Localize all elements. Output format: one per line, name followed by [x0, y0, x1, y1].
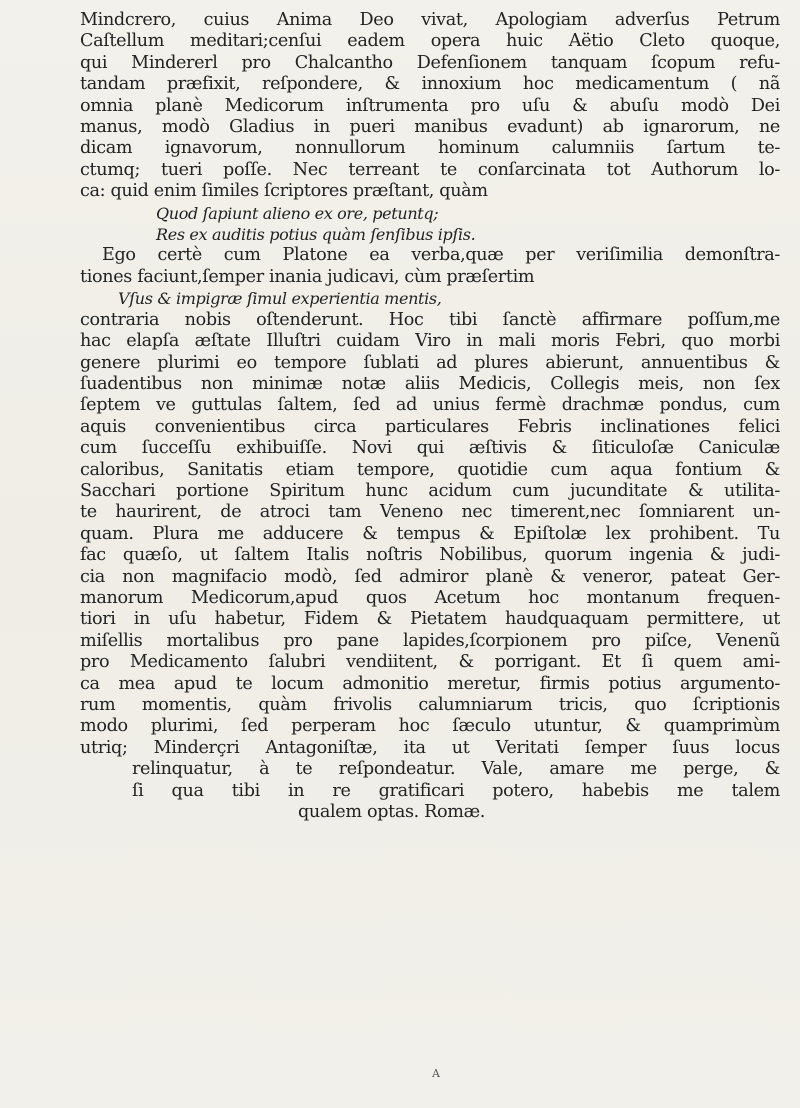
text-line: manorum Medicorum,apud quos Acetum hoc montanum frequen- [80, 587, 780, 608]
text-line: cia non magnifacio modò, ſed admiror planè & veneror, pateat Ger- [80, 566, 780, 587]
text-line: te haurirent, de atroci tam Veneno nec timerent,nec ſomniarent un- [80, 502, 780, 523]
text-line: genere plurimi eo tempore ſublati ad plures abierunt, annuentibus & [80, 352, 780, 373]
text-line: modo plurimi, ſed perperam hoc ſæculo utuntur, & quamprimùm [80, 716, 780, 737]
text-line: ſuadentibus non minimæ notæ aliis Medicis, Collegis meis, non ſex [80, 373, 780, 394]
text-line: pro Medicamento ſalubri vendiitent, & porrigant. Et ſi quem ami- [80, 652, 780, 673]
text-line: Caſtellum meditari;cenſui eadem opera huic Aëtio Cleto quoque, [80, 31, 780, 52]
text-line: tandam præfixit, reſpondere, & innoxium hoc medicamentum ( nã [80, 74, 780, 95]
text-line: aquis convenientibus circa particulares Febris inclinationes felici [80, 416, 780, 437]
text-line: manus, modò Gladius in pueri manibus evadunt) ab ignarorum, ne [80, 117, 780, 138]
text-line: tiori in uſu habetur, Fidem & Pietatem haudquaquam permittere, ut [80, 609, 780, 630]
text-line: ca: quid enim ſimiles ſcriptores præſtant, quàm [80, 181, 488, 202]
verse-line: Res ex auditis potius quàm ſenſibus ipſis. [156, 225, 476, 245]
text-line: hac elapſa æſtate Illuſtri cuidam Viro in mali moris Febri, quo morbi [80, 331, 780, 352]
closing-line: qualem optas. Romæ. [298, 802, 486, 823]
text-line: cum ſucceſſu exhibuiſſe. Novi qui æſtivis & ſiticuloſæ Caniculæ [80, 438, 780, 459]
text-line: miſellis mortalibus pro pane lapides,ſcorpionem pro piſce, Venenũ [80, 630, 780, 651]
text-line: qui Mindererl pro Chalcantho Defenſionem tanquam ſcopum refu- [80, 52, 780, 73]
text-line: Ego certè cum Platone ea verba,quæ per veriſimilia demonſtra- [102, 245, 780, 266]
letter-body [80, 10, 780, 823]
text-line: ctumq; tueri poſſe. Nec terreant te conſarcinata tot Authorum lo- [80, 159, 780, 180]
verse-line: Vſus & impigræ ſimul experientia mentis, [118, 289, 442, 309]
text-line: utriq; Minderçri Antagoniſtæ, ita ut Veritati ſemper ſuus locus [80, 737, 780, 758]
text-line: rum momentis, quàm frivolis calumniarum tricis, quo ſcriptionis [80, 695, 780, 715]
text-line: omnia planè Medicorum inſtrumenta pro uſu & abuſu modò Dei [80, 95, 780, 116]
text-line: dicam ignavorum, nonnullorum hominum calumniis ſartum te- [80, 138, 780, 159]
text-line: fac quæſo, ut ſaltem Italis noſtris Nobilibus, quorum ingenia & judi- [80, 545, 780, 566]
text-line: relinquatur, à te reſpondeatur. Vale, amare me perge, & [132, 759, 780, 780]
text-line: ca mea apud te locum admonitio meretur, firmis potius argumento- [80, 673, 780, 694]
text-line: quam. Plura me adducere & tempus & Epiſtolæ lex prohibent. Tu [80, 523, 780, 544]
signature-mark: A [432, 1067, 440, 1080]
text-line: Sacchari portione Spiritum hunc acidum cum jucunditate & utilita- [80, 480, 780, 501]
text-line: ſi qua tibi in re gratificari potero, habebis me talem [132, 780, 780, 801]
text-line: caloribus, Sanitatis etiam tempore, quotidie cum aqua fontium & [80, 459, 780, 480]
text-line: ſeptem ve guttulas ſaltem, ſed ad unius fermè drachmæ pondus, cum [80, 395, 780, 416]
text-line: tiones faciunt,ſemper inania judicavi, cùm præſertim [80, 266, 535, 287]
verse-line: Quod ſapiunt alieno ex ore, petuntq; [156, 203, 439, 223]
text-line: Mindcrero, cuius Anima Deo vivat, Apologiam adverſus Petrum [80, 10, 780, 30]
text-line: contraria nobis oſtenderunt. Hoc tibi ſanctè affirmare poſſum,me [80, 309, 780, 330]
